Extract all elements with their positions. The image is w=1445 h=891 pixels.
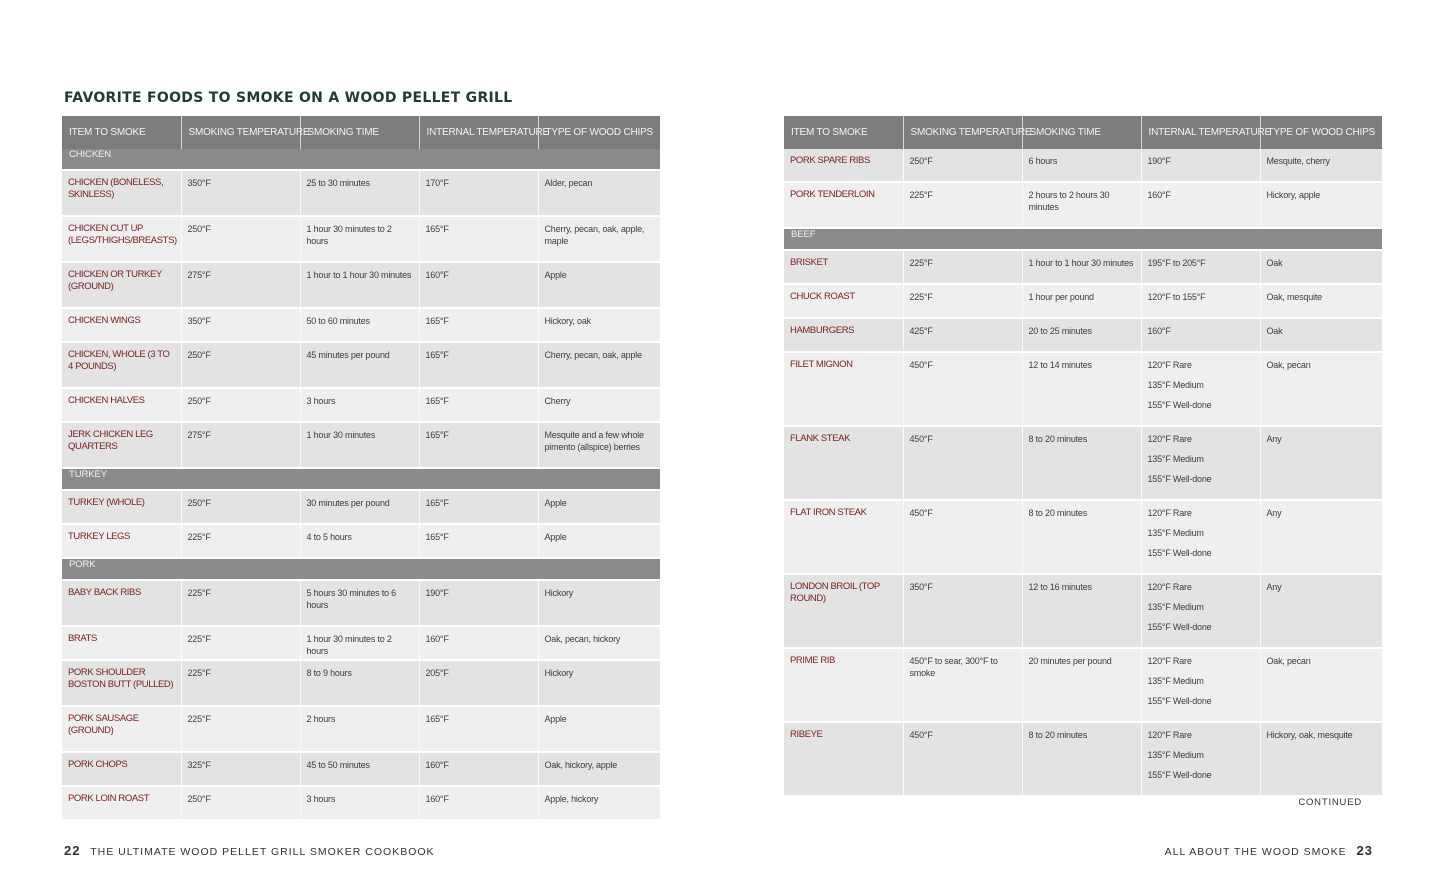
- wood-chips-cell: Cherry, pecan, oak, apple, maple: [538, 216, 660, 262]
- table-row: [62, 308, 660, 342]
- internal-temperature-cell: 190°F: [419, 580, 538, 626]
- smoking-table-right: [784, 116, 1382, 797]
- doneness-line: 155°F Well-done: [1147, 400, 1212, 410]
- header-internal-temperature: INTERNAL TEMPERATURE: [1141, 116, 1260, 149]
- smoking-time-cell: 8 to 9 hours: [300, 660, 419, 706]
- internal-temperature-cell: 165°F: [419, 422, 538, 468]
- smoking-temperature-cell: 450°F to sear, 300°F to smoke: [903, 648, 1022, 722]
- table-row: [62, 786, 660, 820]
- table-row: [62, 660, 660, 706]
- section-row: [784, 228, 1382, 250]
- smoking-temperature-cell: 225°F: [181, 706, 300, 752]
- internal-temperature-cell: [1141, 352, 1260, 426]
- doneness-line: 155°F Well-done: [1147, 696, 1212, 706]
- table-row: [784, 426, 1382, 500]
- table-row: [62, 262, 660, 308]
- header-internal-temperature: INTERNAL TEMPERATURE: [419, 116, 538, 149]
- page-title: FAVORITE FOODS TO SMOKE ON A WOOD PELLET GRILL: [64, 90, 513, 106]
- internal-temperature-cell: [1141, 574, 1260, 648]
- wood-chips-cell: Apple: [538, 524, 660, 558]
- item-cell: BRISKET: [784, 250, 903, 284]
- item-cell: FLAT IRON STEAK: [784, 500, 903, 574]
- smoking-temperature-cell: 225°F: [181, 524, 300, 558]
- doneness-line: 155°F Well-done: [1147, 474, 1212, 484]
- section-label: PORK: [62, 558, 660, 580]
- wood-chips-cell: Oak, pecan, hickory: [538, 626, 660, 660]
- item-cell: PORK SAUSAGE (GROUND): [62, 706, 181, 752]
- doneness-line: 135°F Medium: [1147, 454, 1204, 464]
- header-wood-chips: TYPE OF WOOD CHIPS: [538, 116, 660, 149]
- page-number: 23: [1356, 843, 1373, 858]
- smoking-temperature-cell: 225°F: [181, 626, 300, 660]
- smoking-time-cell: 45 to 50 minutes: [300, 752, 419, 786]
- table-row: [62, 580, 660, 626]
- internal-temperature-cell: 195°F to 205°F: [1141, 250, 1260, 284]
- smoking-time-cell: 2 hours to 2 hours 30 minutes: [1022, 182, 1141, 228]
- item-cell: FLANK STEAK: [784, 426, 903, 500]
- wood-chips-cell: Hickory, apple: [1260, 182, 1382, 228]
- table-row: [62, 216, 660, 262]
- smoking-time-cell: 1 hour per pound: [1022, 284, 1141, 318]
- internal-temperature-cell: 165°F: [419, 216, 538, 262]
- smoking-time-cell: 30 minutes per pound: [300, 490, 419, 524]
- page-footer-right: [1165, 843, 1373, 858]
- doneness-line: 120°F Rare: [1147, 360, 1192, 370]
- doneness-line: 155°F Well-done: [1147, 770, 1212, 780]
- table-row: [784, 182, 1382, 228]
- smoking-temperature-cell: 275°F: [181, 422, 300, 468]
- internal-temperature-cell: 165°F: [419, 490, 538, 524]
- internal-temperature-cell: [1141, 722, 1260, 796]
- smoking-time-cell: 45 minutes per pound: [300, 342, 419, 388]
- doneness-line: 135°F Medium: [1147, 676, 1204, 686]
- internal-temperature-cell: 165°F: [419, 706, 538, 752]
- smoking-temperature-cell: 450°F: [903, 352, 1022, 426]
- doneness-line: 120°F Rare: [1147, 508, 1192, 518]
- internal-temperature-cell: 160°F: [1141, 182, 1260, 228]
- internal-temperature-cell: [1141, 648, 1260, 722]
- wood-chips-cell: Apple: [538, 262, 660, 308]
- item-cell: PORK TENDERLOIN: [784, 182, 903, 228]
- table-row: [62, 388, 660, 422]
- continued-label: CONTINUED: [1298, 797, 1362, 808]
- smoking-time-cell: 20 minutes per pound: [1022, 648, 1141, 722]
- smoking-time-cell: 3 hours: [300, 388, 419, 422]
- table-row: [62, 752, 660, 786]
- smoking-time-cell: 1 hour to 1 hour 30 minutes: [1022, 250, 1141, 284]
- section-row: [62, 558, 660, 580]
- wood-chips-cell: Hickory, oak: [538, 308, 660, 342]
- doneness-line: 135°F Medium: [1147, 528, 1204, 538]
- item-cell: JERK CHICKEN LEG QUARTERS: [62, 422, 181, 468]
- wood-chips-cell: Any: [1260, 500, 1382, 574]
- internal-temperature-cell: 165°F: [419, 524, 538, 558]
- table-row: [784, 722, 1382, 796]
- header-smoking-time: SMOKING TIME: [300, 116, 419, 149]
- smoking-temperature-cell: 250°F: [181, 786, 300, 820]
- section-label: BEEF: [784, 228, 1382, 250]
- table-row: [784, 648, 1382, 722]
- book-title-footer: THE ULTIMATE WOOD PELLET GRILL SMOKER COOKBOOK: [90, 846, 435, 858]
- table-header-row: [62, 116, 660, 149]
- internal-temperature-cell: 165°F: [419, 342, 538, 388]
- smoking-time-cell: 8 to 20 minutes: [1022, 426, 1141, 500]
- wood-chips-cell: Oak, pecan: [1260, 648, 1382, 722]
- smoking-time-cell: 1 hour 30 minutes to 2 hours: [300, 626, 419, 660]
- smoking-time-cell: 2 hours: [300, 706, 419, 752]
- wood-chips-cell: Mesquite, cherry: [1260, 149, 1382, 182]
- header-smoking-temperature: SMOKING TEMPERATURE: [181, 116, 300, 149]
- wood-chips-cell: Apple: [538, 490, 660, 524]
- item-cell: HAMBURGERS: [784, 318, 903, 352]
- smoking-temperature-cell: 350°F: [181, 170, 300, 216]
- item-cell: PORK CHOPS: [62, 752, 181, 786]
- wood-chips-cell: Apple, hickory: [538, 786, 660, 820]
- smoking-time-cell: 25 to 30 minutes: [300, 170, 419, 216]
- smoking-time-cell: 20 to 25 minutes: [1022, 318, 1141, 352]
- table-header-row: [784, 116, 1382, 149]
- internal-temperature-cell: 160°F: [419, 752, 538, 786]
- item-cell: RIBEYE: [784, 722, 903, 796]
- wood-chips-cell: Apple: [538, 706, 660, 752]
- smoking-time-cell: 1 hour 30 minutes to 2 hours: [300, 216, 419, 262]
- doneness-line: 155°F Well-done: [1147, 548, 1212, 558]
- smoking-temperature-cell: 250°F: [181, 490, 300, 524]
- smoking-temperature-cell: 250°F: [181, 388, 300, 422]
- internal-temperature-cell: 190°F: [1141, 149, 1260, 182]
- wood-chips-cell: Oak, pecan: [1260, 352, 1382, 426]
- item-cell: TURKEY LEGS: [62, 524, 181, 558]
- item-cell: TURKEY (WHOLE): [62, 490, 181, 524]
- table-row: [62, 490, 660, 524]
- smoking-time-cell: 1 hour 30 minutes: [300, 422, 419, 468]
- doneness-line: 120°F Rare: [1147, 434, 1192, 444]
- internal-temperature-cell: 160°F: [419, 262, 538, 308]
- table-row: [784, 284, 1382, 318]
- doneness-line: 135°F Medium: [1147, 750, 1204, 760]
- smoking-temperature-cell: 425°F: [903, 318, 1022, 352]
- smoking-temperature-cell: 225°F: [903, 250, 1022, 284]
- doneness-line: 120°F Rare: [1147, 656, 1192, 666]
- table-row: [62, 342, 660, 388]
- wood-chips-cell: Oak, hickory, apple: [538, 752, 660, 786]
- section-title-footer: ALL ABOUT THE WOOD SMOKE: [1164, 846, 1347, 858]
- internal-temperature-cell: 165°F: [419, 388, 538, 422]
- item-cell: CHICKEN OR TURKEY (GROUND): [62, 262, 181, 308]
- smoking-time-cell: 12 to 16 minutes: [1022, 574, 1141, 648]
- wood-chips-cell: Cherry, pecan, oak, apple: [538, 342, 660, 388]
- smoking-time-cell: 1 hour to 1 hour 30 minutes: [300, 262, 419, 308]
- wood-chips-cell: Hickory, oak, mesquite: [1260, 722, 1382, 796]
- internal-temperature-cell: 160°F: [419, 626, 538, 660]
- doneness-line: 120°F Rare: [1147, 730, 1192, 740]
- wood-chips-cell: Cherry: [538, 388, 660, 422]
- smoking-temperature-cell: 325°F: [181, 752, 300, 786]
- section-row: [62, 468, 660, 490]
- right-page: [722, 0, 1445, 891]
- section-row: [62, 149, 660, 170]
- smoking-time-cell: 4 to 5 hours: [300, 524, 419, 558]
- smoking-time-cell: 50 to 60 minutes: [300, 308, 419, 342]
- item-cell: BABY BACK RIBS: [62, 580, 181, 626]
- table-row: [62, 626, 660, 660]
- item-cell: CHICKEN (BONELESS, SKINLESS): [62, 170, 181, 216]
- header-item: ITEM TO SMOKE: [62, 116, 181, 149]
- smoking-temperature-cell: 350°F: [181, 308, 300, 342]
- item-cell: LONDON BROIL (TOP ROUND): [784, 574, 903, 648]
- internal-temperature-cell: 170°F: [419, 170, 538, 216]
- table-row: [62, 422, 660, 468]
- smoking-temperature-cell: 250°F: [181, 342, 300, 388]
- smoking-time-cell: 8 to 20 minutes: [1022, 500, 1141, 574]
- item-cell: CHICKEN CUT UP (LEGS/THIGHS/BREASTS): [62, 216, 181, 262]
- smoking-temperature-cell: 275°F: [181, 262, 300, 308]
- wood-chips-cell: Oak: [1260, 250, 1382, 284]
- item-cell: PRIME RIB: [784, 648, 903, 722]
- smoking-temperature-cell: 225°F: [181, 580, 300, 626]
- internal-temperature-cell: 120°F to 155°F: [1141, 284, 1260, 318]
- smoking-table-left: [62, 116, 660, 821]
- doneness-line: 135°F Medium: [1147, 602, 1204, 612]
- item-cell: FILET MIGNON: [784, 352, 903, 426]
- internal-temperature-cell: 160°F: [419, 786, 538, 820]
- internal-temperature-cell: [1141, 426, 1260, 500]
- smoking-temperature-cell: 350°F: [903, 574, 1022, 648]
- wood-chips-cell: Any: [1260, 574, 1382, 648]
- item-cell: PORK LOIN ROAST: [62, 786, 181, 820]
- smoking-temperature-cell: 250°F: [181, 216, 300, 262]
- wood-chips-cell: Oak: [1260, 318, 1382, 352]
- header-smoking-temperature: SMOKING TEMPERATURE: [903, 116, 1022, 149]
- item-cell: PORK SPARE RIBS: [784, 149, 903, 182]
- table-row: [62, 170, 660, 216]
- smoking-time-cell: 8 to 20 minutes: [1022, 722, 1141, 796]
- wood-chips-cell: Mesquite and a few whole pimento (allspice) berries: [538, 422, 660, 468]
- smoking-temperature-cell: 250°F: [903, 149, 1022, 182]
- section-label: CHICKEN: [62, 149, 660, 170]
- table-row: [784, 352, 1382, 426]
- page-footer-left: [64, 843, 435, 858]
- item-cell: CHUCK ROAST: [784, 284, 903, 318]
- item-cell: CHICKEN WINGS: [62, 308, 181, 342]
- left-page: [0, 0, 722, 891]
- table-row: [784, 250, 1382, 284]
- smoking-time-cell: 6 hours: [1022, 149, 1141, 182]
- header-smoking-time: SMOKING TIME: [1022, 116, 1141, 149]
- wood-chips-cell: Any: [1260, 426, 1382, 500]
- item-cell: PORK SHOULDER BOSTON BUTT (PULLED): [62, 660, 181, 706]
- doneness-line: 135°F Medium: [1147, 380, 1204, 390]
- section-label: TURKEY: [62, 468, 660, 490]
- table-row: [784, 149, 1382, 182]
- internal-temperature-cell: 205°F: [419, 660, 538, 706]
- internal-temperature-cell: 165°F: [419, 308, 538, 342]
- wood-chips-cell: Hickory: [538, 580, 660, 626]
- page-number: 22: [64, 843, 81, 858]
- wood-chips-cell: Alder, pecan: [538, 170, 660, 216]
- smoking-temperature-cell: 225°F: [903, 284, 1022, 318]
- smoking-time-cell: 12 to 14 minutes: [1022, 352, 1141, 426]
- internal-temperature-cell: 160°F: [1141, 318, 1260, 352]
- smoking-time-cell: 5 hours 30 minutes to 6 hours: [300, 580, 419, 626]
- item-cell: CHICKEN, WHOLE (3 TO 4 POUNDS): [62, 342, 181, 388]
- smoking-temperature-cell: 225°F: [903, 182, 1022, 228]
- wood-chips-cell: Hickory: [538, 660, 660, 706]
- table-row: [784, 318, 1382, 352]
- doneness-line: 120°F Rare: [1147, 582, 1192, 592]
- table-row: [62, 524, 660, 558]
- item-cell: BRATS: [62, 626, 181, 660]
- table-row: [784, 574, 1382, 648]
- header-wood-chips: TYPE OF WOOD CHIPS: [1260, 116, 1382, 149]
- smoking-temperature-cell: 450°F: [903, 722, 1022, 796]
- table-row: [62, 706, 660, 752]
- smoking-temperature-cell: 450°F: [903, 500, 1022, 574]
- header-item: ITEM TO SMOKE: [784, 116, 903, 149]
- item-cell: CHICKEN HALVES: [62, 388, 181, 422]
- wood-chips-cell: Oak, mesquite: [1260, 284, 1382, 318]
- smoking-temperature-cell: 225°F: [181, 660, 300, 706]
- internal-temperature-cell: [1141, 500, 1260, 574]
- smoking-time-cell: 3 hours: [300, 786, 419, 820]
- smoking-temperature-cell: 450°F: [903, 426, 1022, 500]
- doneness-line: 155°F Well-done: [1147, 622, 1212, 632]
- table-row: [784, 500, 1382, 574]
